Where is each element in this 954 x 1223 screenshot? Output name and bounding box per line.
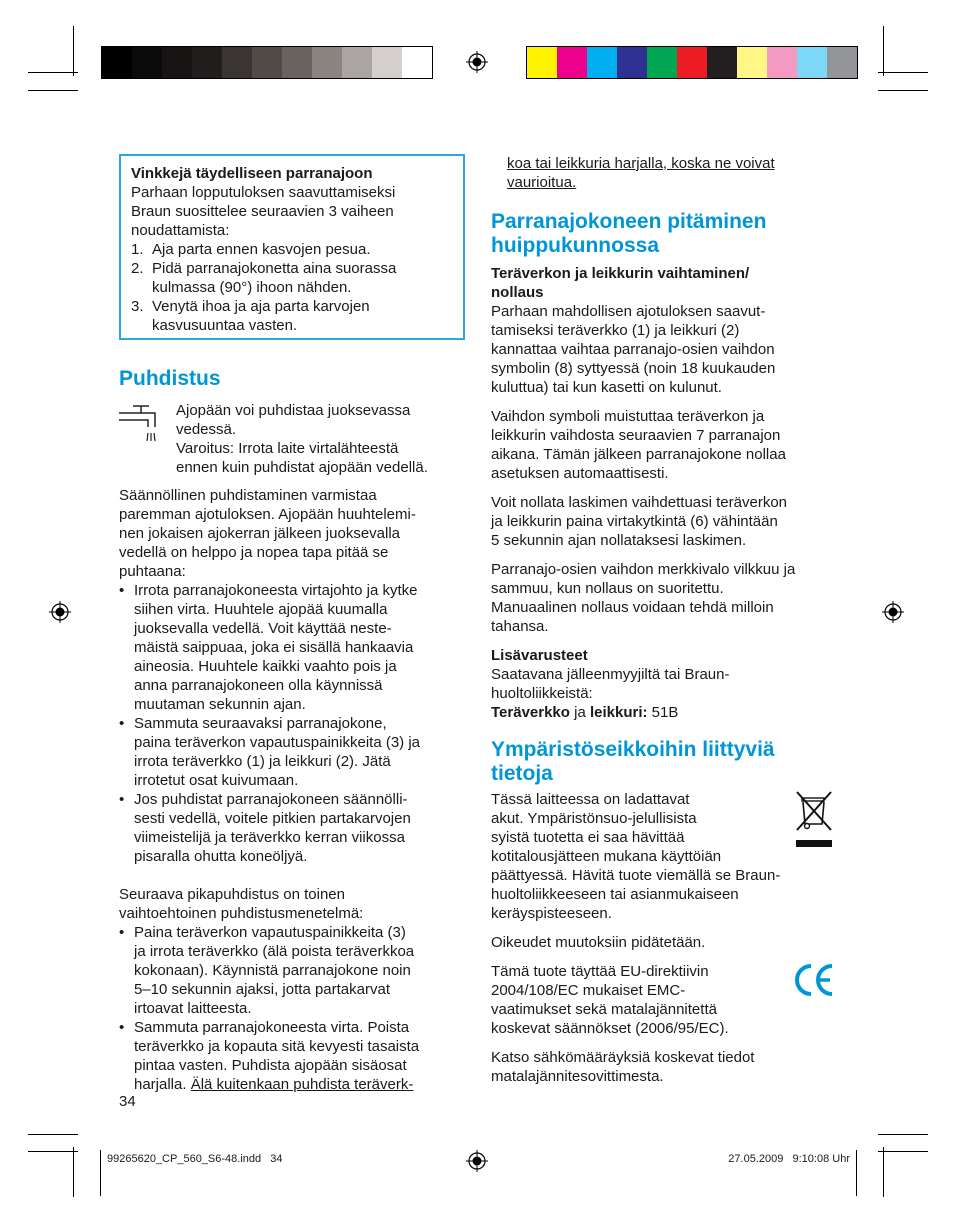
right-column-body — [491, 264, 841, 722]
text-line: kuluttua) tai kun kasetti on kulunut. — [491, 379, 722, 396]
step-number: 3. — [131, 298, 144, 315]
color-swatch — [192, 47, 222, 78]
color-swatch — [222, 47, 252, 78]
text-line: huoltoliikkeistä: — [491, 685, 593, 702]
footer-file-info: 99265620_CP_560_S6-48.indd 34 — [107, 1153, 283, 1165]
step-text: kasvusuuntaa vasten. — [152, 317, 298, 334]
step-number: 2. — [131, 260, 144, 277]
text-line: kotitalousjätteen mukana käyttöiän — [491, 848, 722, 865]
crop-mark — [100, 1150, 101, 1196]
list-item: • Sammuta seuraavaksi parranajokone, paina teräverkon vapautuspainikkeita (3) ja irrota teräverkko (1) ja leikkuri (2). Jätä irrotetut osat kuivumaan. — [119, 715, 421, 789]
color-swatch — [827, 47, 857, 78]
text-line: vaihtoehtoinen puhdistusmenetelmä: — [119, 905, 364, 922]
tips-step — [131, 240, 453, 259]
color-swatch — [282, 47, 312, 78]
text-run: ja — [569, 704, 590, 721]
crop-mark — [73, 26, 74, 76]
text-line: asetuksen automaattisesti. — [491, 465, 669, 482]
color-swatch — [162, 47, 192, 78]
text-line: huoltoliikkeeseen tai asianmukaiseen — [491, 886, 739, 903]
text-line: Voit nollata laskimen vaihdettuasi teräverkon — [491, 494, 788, 511]
text-run: Teräverkko — [491, 704, 570, 721]
color-swatch — [797, 47, 827, 78]
text-line: Saatavana jälleenmyyjiltä tai Braun- — [491, 666, 730, 683]
crop-mark — [856, 1150, 857, 1196]
text-line: Irrota parranajokoneesta virtajohto ja kytke — [134, 582, 418, 599]
color-swatch — [132, 47, 162, 78]
crop-mark — [28, 1134, 78, 1135]
text-line: ennen kuin puhdistat ajopään vedellä. — [176, 459, 428, 476]
underlined-text: koa tai leikkuria harjalla, koska ne voivat — [507, 155, 775, 172]
heading-line: Ympäristöseikkoihin liittyviä — [491, 738, 775, 761]
text-line: irtoavat laitteesta. — [134, 1000, 252, 1017]
list-item: • Irrota parranajokoneesta virtajohto ja kytke siihen virta. Huuhtele ajopää kuumalla juoksevalla vedellä. Voit käyttää neste- mäistä saippuaa, joka ei sisällä hankaavia aineosia. Huuhtele kaikki vaahto pois ja anna parranajokoneen olla käynnissä muutaman sekunnin ajan. — [119, 582, 418, 713]
text-line: matalajännitesovittimesta. — [491, 1068, 664, 1085]
crop-mark — [883, 1147, 884, 1197]
text-run: leikkuri: — [589, 704, 648, 721]
step-text: Venytä ihoa ja aja parta karvojen — [152, 298, 370, 315]
subheading: Lisävarusteet — [491, 647, 588, 664]
process-color-bar — [526, 46, 858, 79]
text-line — [134, 1075, 419, 1094]
text-line: nen jokaisen ajokerran jälkeen juoksevalla — [119, 525, 401, 542]
text-line: paremman ajotuloksen. Ajopään huuhtelemi- — [119, 506, 416, 523]
list-item: • Sammuta parranajokoneesta virta. Poista teräverkko ja kopauta sitä kevyesti tasaista pintaa vasten. Puhdista ajopään sisäosat harjalla. Älä kuitenkaan puhdista teräverk- — [119, 1019, 420, 1093]
text-line: irrotetut osat kuivumaan. — [134, 772, 299, 789]
text-line: Vaihdon symboli muistuttaa teräverkon ja — [491, 408, 765, 425]
text-line: muutaman sekunnin ajan. — [134, 696, 306, 713]
text-line: päättyessä. Hävitä tuote viemällä se Braun- — [491, 867, 781, 884]
section-heading-environment — [491, 738, 841, 786]
text-line: tahansa. — [491, 618, 549, 635]
tips-intro-line: Braun suosittelee seuraavien 3 vaiheen — [131, 203, 394, 220]
text-line: keräyspisteeseen. — [491, 905, 612, 922]
tips-step — [131, 259, 453, 297]
text-line: syistä tuotetta ei saa hävittää — [491, 829, 685, 846]
text-line: Parhaan mahdollisen ajotuloksen saavut- — [491, 303, 766, 320]
section-heading-puhdistus: Puhdistus — [119, 367, 221, 390]
crop-mark — [883, 26, 884, 76]
text-line: teräverkko ja kopauta sitä kevyesti tasaista — [134, 1038, 420, 1055]
registration-mark-icon — [466, 1150, 488, 1172]
text-line: Jos puhdistat parranajokoneen säännölli- — [134, 791, 408, 808]
step-text: Pidä parranajokonetta aina suorassa — [152, 260, 397, 277]
text-line: Manuaalinen nollaus voidaan tehdä milloin — [491, 599, 774, 616]
text-line: leikkurin vaihdosta seuraavien 7 parranajon — [491, 427, 781, 444]
list-item: • Jos puhdistat parranajokoneen säännölli- sesti vedellä, voitele pitkien partakarvojen viimeistelijä ja teräverkko kerran viikossa pisaralla ohutta koneöljyä. — [119, 791, 411, 865]
text-line: vaatimukset sekä matalajännitettä — [491, 1001, 717, 1018]
crop-mark — [878, 1134, 928, 1135]
left-column-body — [119, 486, 464, 1094]
section-heading-maintenance — [491, 210, 841, 258]
text-line: koskevat säännökset (2006/95/EC). — [491, 1020, 729, 1037]
weee-bin-icon — [793, 790, 835, 852]
text-line: 2004/108/EC mukaiset EMC- — [491, 982, 686, 999]
text-line: Oikeudet muutoksiin pidätetään. — [491, 934, 706, 951]
text-line: vedessä. — [176, 421, 237, 438]
text-line: Paina teräverkon vapautuspainikkeita (3) — [134, 924, 406, 941]
heading-line: huippukunnossa — [491, 234, 659, 257]
step-text: Aja parta ennen kasvojen pesua. — [152, 241, 371, 258]
text-run: 51B — [647, 704, 679, 721]
footer-timestamp: 27.05.2009 9:10:08 Uhr — [728, 1153, 850, 1165]
registration-mark-icon — [882, 601, 904, 623]
tips-intro-line: Parhaan lopputuloksen saavuttamiseksi — [131, 184, 396, 201]
color-swatch — [342, 47, 372, 78]
text-line: Ajopään voi puhdistaa juoksevassa — [176, 402, 411, 419]
text-line: akut. Ympäristönsuo-jelullisista — [491, 810, 697, 827]
color-swatch — [707, 47, 737, 78]
text-line: juoksevalla vedellä. Voit käyttää neste- — [134, 620, 392, 637]
color-swatch — [312, 47, 342, 78]
text-line: viimeistelijä ja teräverkko kerran viikossa — [134, 829, 405, 846]
text-line: Tämä tuote täyttää EU-direktiivin — [491, 963, 709, 980]
tips-title: Vinkkejä täydelliseen parranajoon — [131, 165, 373, 182]
text-line: siihen virta. Huuhtele ajopää kuumalla — [134, 601, 388, 618]
text-line: ja leikkurin paina virtakytkintä (6) vähintään — [491, 513, 778, 530]
text-line: irrota teräverkko (1) ja leikkuri (2). Jätä — [134, 753, 391, 770]
color-swatch — [647, 47, 677, 78]
crop-mark — [28, 72, 78, 73]
subheading: Teräverkon ja leikkurin vaihtaminen/ — [491, 265, 750, 282]
color-swatch — [587, 47, 617, 78]
text-line: pintaa vasten. Puhdista ajopään sisäosat — [134, 1057, 407, 1074]
step-text: kulmassa (90°) ihoon nähden. — [152, 279, 352, 296]
text-line: Varoitus: Irrota laite virtalähteestä — [176, 440, 399, 457]
text-line: kokonaan). Käynnistä parranajokone noin — [134, 962, 411, 979]
text-line: Sammuta parranajokoneesta virta. Poista — [134, 1019, 410, 1036]
text-line: anna parranajokoneen olla käynnissä — [134, 677, 383, 694]
color-swatch — [677, 47, 707, 78]
crop-mark — [73, 1147, 74, 1197]
accessory-line — [491, 703, 841, 722]
heading-line: tietoja — [491, 762, 553, 785]
text-line: 5 sekunnin ajan nollataksesi laskimen. — [491, 532, 747, 549]
tips-intro-line: noudattamista: — [131, 222, 230, 239]
page-number: 34 — [119, 1093, 136, 1110]
underlined-text: Älä kuitenkaan puhdista teräverk- — [190, 1076, 414, 1093]
subheading: nollaus — [491, 284, 544, 301]
text-line: Seuraava pikapuhdistus on toinen — [119, 886, 345, 903]
environment-body — [491, 790, 841, 1086]
text-line: Katso sähkömääräyksiä koskevat tiedot — [491, 1049, 755, 1066]
text-line: 5–10 sekunnin ajaksi, jotta partakarvat — [134, 981, 390, 998]
heading-line: Parranajokoneen pitäminen — [491, 210, 767, 233]
text-line: Tässä laitteessa on ladattavat — [491, 791, 690, 808]
text-line: aineosia. Huuhtele kaikki vaahto pois ja — [134, 658, 397, 675]
right-column-top — [507, 154, 837, 192]
color-swatch — [372, 47, 402, 78]
text-line: Parranajo-osien vaihdon merkkivalo vilkkuu ja — [491, 561, 796, 578]
step-number: 1. — [131, 241, 144, 258]
text-line: symbolin (8) syttyessä (noin 18 kuukauden — [491, 360, 776, 377]
crop-mark — [878, 1151, 928, 1152]
underlined-text: vaurioitua. — [507, 174, 577, 191]
tips-box — [119, 154, 465, 340]
color-swatch — [402, 47, 432, 78]
list-item: • Paina teräverkon vapautuspainikkeita (3) ja irrota teräverkko (älä poista teräverkkoa kokonaan). Käynnistä parranajokone noin 5–10 sekunnin ajaksi, jotta partakarvat irtoavat laitteesta. — [119, 924, 415, 1017]
color-swatch — [737, 47, 767, 78]
text-run: harjalla. — [134, 1076, 191, 1093]
text-line: kannattaa vaihtaa parranajo-osien vaihdon — [491, 341, 775, 358]
faucet-text — [176, 401, 466, 477]
text-line: sesti vedellä, voitele pitkien partakarvojen — [134, 810, 411, 827]
color-swatch — [527, 47, 557, 78]
text-line: puhtaana: — [119, 563, 186, 580]
text-line: mäistä saippuaa, joka ei sisällä hankaavia — [134, 639, 414, 656]
tips-step — [131, 297, 453, 335]
text-line: tamiseksi teräverkko (1) ja leikkuri (2) — [491, 322, 740, 339]
color-swatch — [767, 47, 797, 78]
grayscale-color-bar — [101, 46, 433, 79]
color-swatch — [617, 47, 647, 78]
crop-mark — [878, 72, 928, 73]
text-line: vedellä on helppo ja nopea tapa pitää se — [119, 544, 389, 561]
color-swatch — [557, 47, 587, 78]
crop-mark — [878, 90, 928, 91]
text-line: Säännöllinen puhdistaminen varmistaa — [119, 487, 377, 504]
crop-mark — [28, 90, 78, 91]
text-line: pisaralla ohutta koneöljyä. — [134, 848, 308, 865]
faucet-icon — [117, 403, 163, 445]
ce-mark-icon — [792, 960, 836, 1000]
text-line: ja irrota teräverkko (älä poista teräverkkoa — [134, 943, 415, 960]
registration-mark-icon — [49, 601, 71, 623]
crop-mark — [28, 1151, 78, 1152]
color-swatch — [102, 47, 132, 78]
text-line: paina teräverkon vapautuspainikkeita (3) ja — [134, 734, 421, 751]
registration-mark-icon — [466, 51, 488, 73]
color-swatch — [252, 47, 282, 78]
text-line: aikana. Tämän jälkeen parranajokone nollaa — [491, 446, 786, 463]
text-line: sammuu, kun nollaus on suoritettu. — [491, 580, 724, 597]
text-line: Sammuta seuraavaksi parranajokone, — [134, 715, 387, 732]
